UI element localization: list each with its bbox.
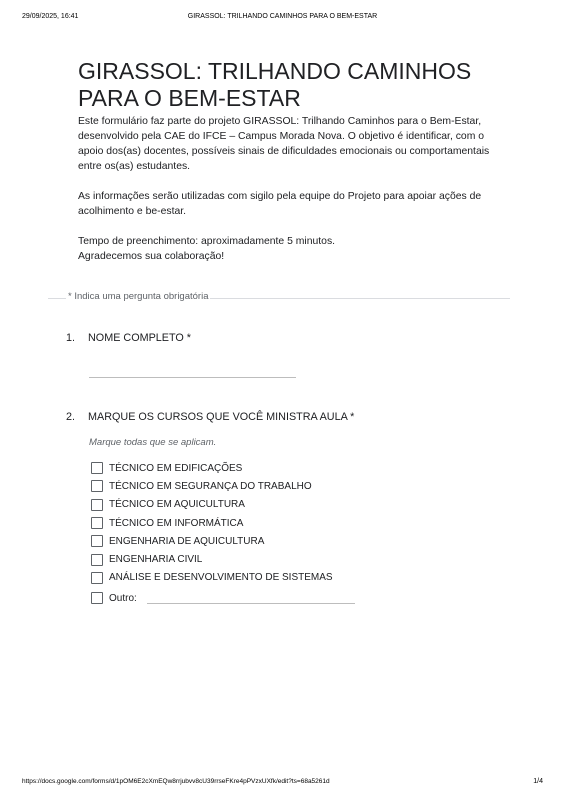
checkbox[interactable] xyxy=(91,592,103,604)
question-hint: Marque todas que se aplicam. xyxy=(89,437,217,448)
checkbox[interactable] xyxy=(91,554,103,566)
other-label: Outro: xyxy=(109,592,137,604)
question-number: 2. xyxy=(66,411,76,423)
option-label: ANÁLISE E DESENVOLVIMENTO DE SISTEMAS xyxy=(109,572,333,584)
checkbox[interactable] xyxy=(91,462,103,474)
name-answer-field[interactable] xyxy=(89,377,296,378)
other-answer-field[interactable] xyxy=(147,603,355,604)
checkbox[interactable] xyxy=(91,517,103,529)
option-label: ENGENHARIA CIVIL xyxy=(109,554,203,566)
course-option[interactable] xyxy=(91,477,355,495)
description-paragraph: Tempo de preenchimento: aproximadamente 5 minutos. xyxy=(78,236,336,247)
print-url: https://docs.google.com/forms/d/1pOM6E2cXmEQw8rrjubvv8cU39rrseFKre4pPVzxUXfk/edit?ts=68a5261d xyxy=(22,778,330,785)
course-option[interactable] xyxy=(91,514,355,532)
option-label: ENGENHARIA DE AQUICULTURA xyxy=(109,535,265,547)
description-paragraph: Este formulário faz parte do projeto GIRASSOL: Trilhando Caminhos para o Bem-Estar, desenvolvido pela CAE do IFCE – Campus Morada Nova. O objetivo é identificar, com o apoio dos(as) docentes, possíveis sinais de dificuldades emocionais ou comportamentais entre os(as) estudantes. xyxy=(78,116,490,172)
form-title-line-1: GIRASSOL: TRILHANDO CAMINHOS xyxy=(78,58,472,84)
print-document-title: GIRASSOL: TRILHANDO CAMINHOS PARA O BEM-ESTAR xyxy=(187,13,378,20)
course-option[interactable] xyxy=(91,532,355,550)
question-number: 1. xyxy=(66,332,76,344)
print-datetime: 29/09/2025, 16:41 xyxy=(22,13,79,20)
course-option[interactable] xyxy=(91,550,355,568)
question-1 xyxy=(66,332,191,344)
question-2 xyxy=(66,411,354,423)
option-label: TÉCNICO EM AQUICULTURA xyxy=(109,499,245,511)
checkbox[interactable] xyxy=(91,499,103,511)
form-title-line-2: PARA O BEM-ESTAR xyxy=(78,85,301,111)
form-description xyxy=(78,114,498,264)
checkbox[interactable] xyxy=(91,480,103,492)
description-paragraph: Agradecemos sua colaboração! xyxy=(78,251,225,262)
page-number: 1/4 xyxy=(533,778,543,785)
course-option[interactable] xyxy=(91,459,355,477)
required-note: * Indica uma pergunta obrigatória xyxy=(68,291,209,302)
description-paragraph: As informações serão utilizadas com sigilo pela equipe do Projeto para apoiar ações de acolhimento e be-estar. xyxy=(78,191,482,217)
option-label: TÉCNICO EM SEGURANÇA DO TRABALHO xyxy=(109,480,312,492)
checkbox[interactable] xyxy=(91,572,103,584)
question-label: MARQUE OS CURSOS QUE VOCÊ MINISTRA AULA * xyxy=(88,411,355,423)
course-option[interactable] xyxy=(91,496,355,514)
course-options xyxy=(91,459,355,604)
question-label: NOME COMPLETO * xyxy=(88,332,191,344)
course-option[interactable] xyxy=(91,569,355,587)
form-title xyxy=(78,58,498,112)
option-label: TÉCNICO EM EDIFICAÇÕES xyxy=(109,462,243,474)
option-label: TÉCNICO EM INFORMÁTICA xyxy=(109,517,244,529)
checkbox[interactable] xyxy=(91,535,103,547)
other-option[interactable] xyxy=(91,592,355,604)
